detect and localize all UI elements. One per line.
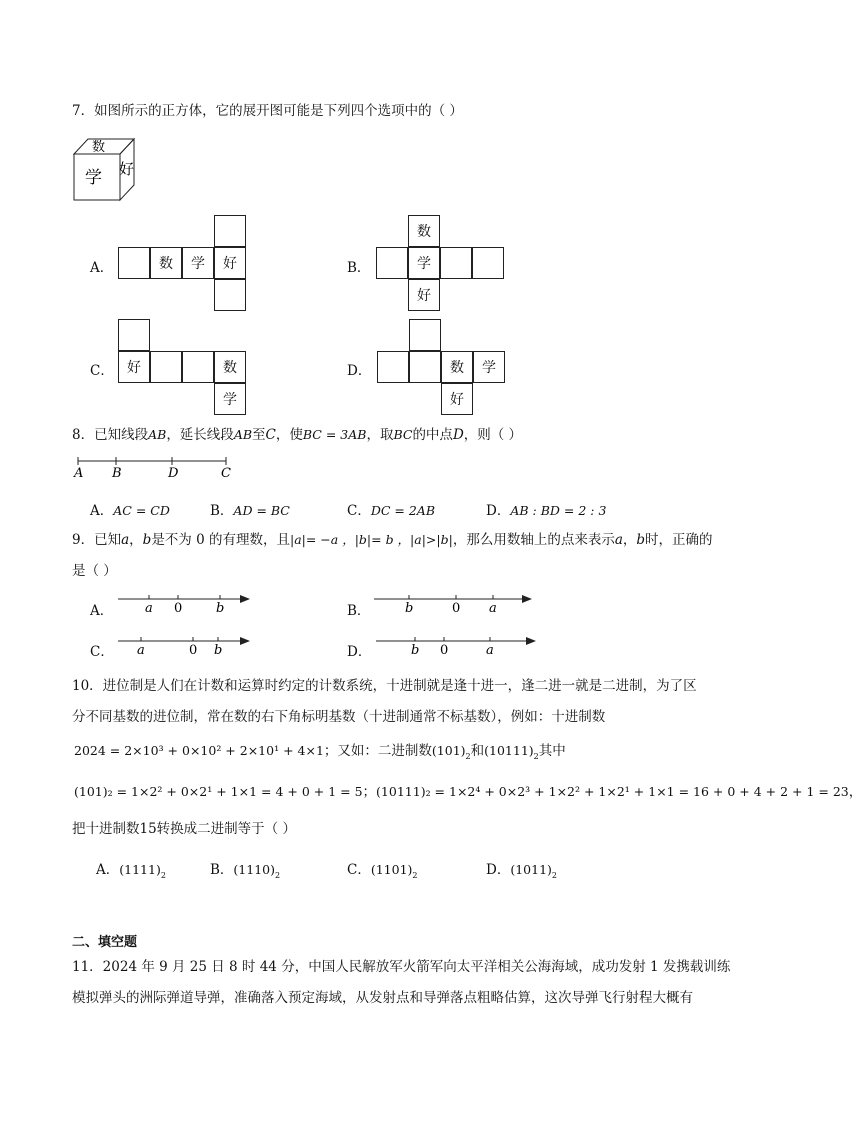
q7-option-a-label[interactable]: A． xyxy=(90,260,114,276)
tick-label: a xyxy=(489,601,497,616)
q8-option-b[interactable]: B．AD = BC xyxy=(210,503,290,519)
net-cell xyxy=(118,247,150,279)
section-fill-in-title: 二、填空题 xyxy=(72,935,138,950)
q10-stem-line5: 把十进制数15转换成二进制等于（ ） xyxy=(72,821,296,837)
q9-option-c-numberline[interactable] xyxy=(116,634,256,658)
net-cell xyxy=(150,351,182,383)
q9-stem-line1: 9．已知a，b是不为 0 的有理数，且|a|= −a ，|b|= b ，|a|>|b|，那么用数轴上的点来表示a，b时，正确的 xyxy=(72,532,713,548)
net-cell xyxy=(214,215,246,247)
net-cell xyxy=(409,319,441,351)
net-cell xyxy=(214,279,246,311)
net-cell xyxy=(376,247,408,279)
q8-option-d[interactable]: D．AB : BD = 2 : 3 xyxy=(486,503,607,519)
tick-label: b xyxy=(216,601,225,616)
net-cell xyxy=(377,351,409,383)
tick-label: 0 xyxy=(174,601,183,616)
tick-label: b xyxy=(405,601,414,616)
tick-label: 0 xyxy=(452,601,461,616)
net-cell: 数 xyxy=(214,351,246,383)
q8-option-c[interactable]: C．DC = 2AB xyxy=(347,503,436,519)
tick-label: b xyxy=(411,643,420,658)
point-d-label: D xyxy=(168,466,179,481)
net-cell xyxy=(472,247,504,279)
q9-option-d-label[interactable]: D． xyxy=(347,644,372,660)
q10-stem-line3: 2024 = 2×10³ + 0×10² + 2×10¹ + 4×1；又如：二进制数$(101)_2$和$(10111)_2$其中 xyxy=(74,743,566,761)
q7-option-b-label[interactable]: B． xyxy=(347,260,371,276)
net-cell: 学 xyxy=(408,247,440,279)
net-cell: 学 xyxy=(473,351,505,383)
net-cell xyxy=(409,351,441,383)
q10-stem-line1: 10．进位制是人们在计数和运算时约定的计数系统，十进制就是逢十进一，逢二进一就是二进制，为了区 xyxy=(72,678,697,694)
net-cell: 数 xyxy=(408,215,440,247)
net-cell: 数 xyxy=(441,351,473,383)
tick-label: 0 xyxy=(440,643,449,658)
q8-segment-figure xyxy=(72,455,242,483)
point-a-label: A xyxy=(74,466,84,481)
tick-label: a xyxy=(486,643,494,658)
point-c-label: C xyxy=(221,466,231,481)
net-cell xyxy=(182,351,214,383)
q9-option-b-numberline[interactable] xyxy=(372,592,538,616)
q9-option-c-label[interactable]: C． xyxy=(90,644,114,660)
q7-option-d-label[interactable]: D． xyxy=(347,363,372,379)
net-cell xyxy=(118,319,150,351)
q7-cube-figure xyxy=(72,136,138,202)
tick-label: b xyxy=(214,643,223,658)
net-cell: 学 xyxy=(214,383,246,415)
tick-label: a xyxy=(137,643,145,658)
cube-top-label: 数 xyxy=(92,140,106,155)
cube-right-label: 好 xyxy=(119,160,135,178)
q10-stem-line2: 分不同基数的进位制，常在数的右下角标明基数（十进制通常不标基数），例如：十进制数 xyxy=(72,709,606,725)
q9-option-a-numberline[interactable] xyxy=(116,592,256,616)
q11-stem-line2: 模拟弹头的洲际弹道导弹，准确落入预定海域，从发射点和导弹落点粗略估算，这次导弹飞行射程大概有 xyxy=(72,990,693,1006)
point-b-label: B xyxy=(112,466,122,481)
q7-stem: 7．如图所示的正方体，它的展开图可能是下列四个选项中的（ ） xyxy=(72,103,463,119)
tick-label: 0 xyxy=(189,643,198,658)
q10-stem-line4: (101)₂ = 1×2² + 0×2¹ + 1×1 = 4 + 0 + 1 = 5；(10111)₂ = 1×2⁴ + 0×2³ + 1×2² + 1×2¹ + 1×1 = 16 + 0 + 4 + 2 + 1 = 23， xyxy=(74,784,862,800)
q10-option-c[interactable]: C．$(1101)_2$ xyxy=(347,862,418,880)
q9-option-b-label[interactable]: B． xyxy=(347,603,371,619)
tick-label: a xyxy=(145,601,153,616)
q9-stem-line2: 是（ ） xyxy=(72,563,117,579)
q10-option-b[interactable]: B．$(1110)_2$ xyxy=(210,862,281,880)
cube-front-label: 学 xyxy=(85,168,102,188)
net-cell: 数 xyxy=(150,247,182,279)
net-cell: 好 xyxy=(441,383,473,415)
net-cell: 好 xyxy=(408,279,440,311)
q8-stem: 8．已知线段AB，延长线段AB至C，使BC = 3AB，取BC的中点D，则（ ） xyxy=(72,427,523,443)
q8-option-a[interactable]: A．AC = CD xyxy=(90,503,170,519)
net-cell xyxy=(440,247,472,279)
net-cell: 学 xyxy=(182,247,214,279)
q10-option-d[interactable]: D．$(1011)_2$ xyxy=(486,862,557,880)
q7-option-c-label[interactable]: C． xyxy=(90,363,114,379)
q9-option-d-numberline[interactable] xyxy=(374,634,542,658)
net-cell: 好 xyxy=(214,247,246,279)
q9-option-a-label[interactable]: A． xyxy=(90,603,114,619)
q10-option-a[interactable]: A．$(1111)_2$ xyxy=(96,862,166,880)
net-cell: 好 xyxy=(118,351,150,383)
q11-stem-line1: 11．2024 年 9 月 25 日 8 时 44 分，中国人民解放军火箭军向太平洋相关公海海域，成功发射 1 发携载训练 xyxy=(72,959,731,975)
